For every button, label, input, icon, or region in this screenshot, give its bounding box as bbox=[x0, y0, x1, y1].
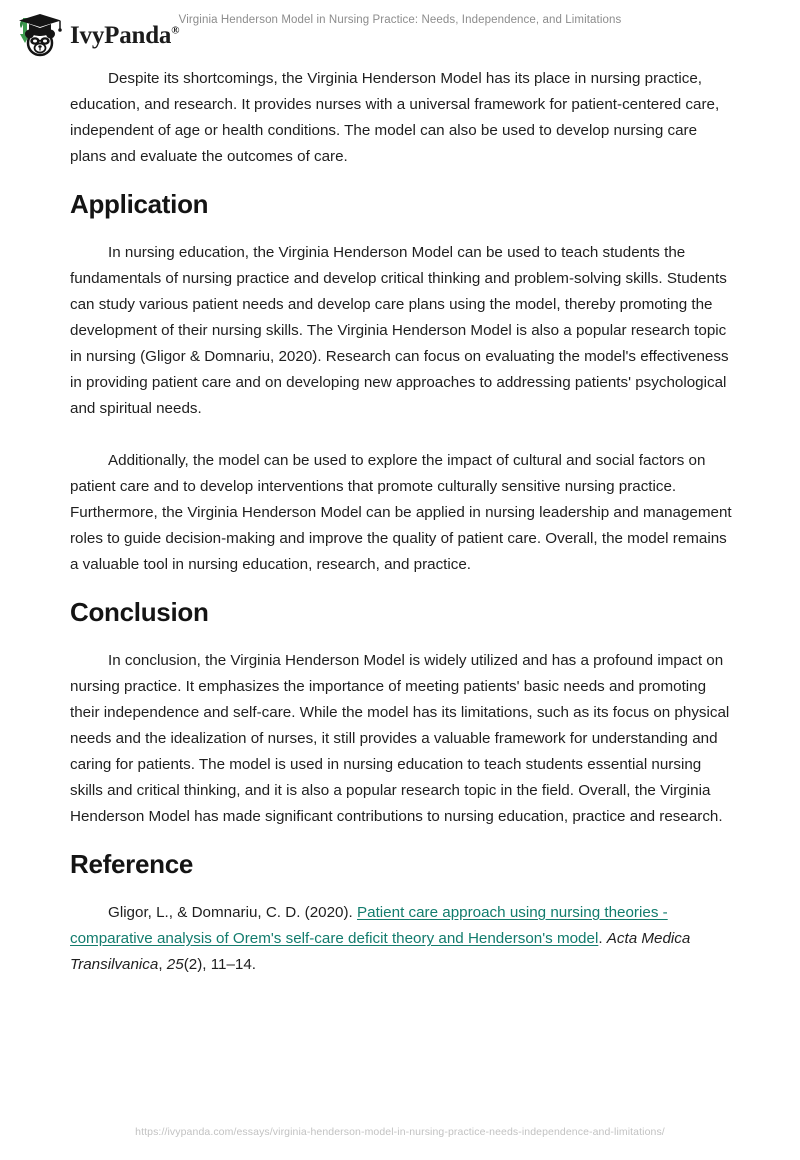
spacer bbox=[70, 628, 732, 648]
paragraph-application-1: In nursing education, the Virginia Henderson Model can be used to teach students the fundamentals of nursing practice and develop critical thinking and problem-solving skills. Students can study various patient needs and develop care plans using the model, thereby promoting the development of their nursing skills. The Virginia Henderson Model is also a popular research topic in nursing (Gligor & Domnariu, 2020). Research can focus on evaluating the model's effectiveness in providing patient care and on developing new approaches to addressing patients' psychological and spiritual needs. bbox=[70, 244, 729, 417]
reference-after-link: . bbox=[598, 930, 607, 947]
heading-conclusion: Conclusion bbox=[70, 597, 209, 627]
page-header bbox=[0, 0, 800, 62]
reference-journal: Acta Medica Transilvanica bbox=[70, 930, 691, 973]
spacer bbox=[70, 830, 732, 848]
reference-issue: (2) bbox=[183, 956, 203, 973]
heading-application: Application bbox=[70, 189, 209, 219]
spacer bbox=[70, 170, 732, 188]
heading-reference: Reference bbox=[70, 849, 194, 879]
registered-trademark-icon: ® bbox=[171, 24, 180, 37]
spacer bbox=[70, 422, 732, 448]
spacer bbox=[70, 880, 732, 900]
footer-source-url[interactable]: https://ivypanda.com/essays/virginia-henderson-model-in-nursing-practice-needs-independence-and-limitations/ bbox=[135, 1126, 665, 1138]
paragraph-application-2: Additionally, the model can be used to explore the impact of cultural and social factors on patient care and to develop interventions that promote culturally sensitive nursing practice. Furthermore, the Virginia Henderson Model can be applied in nursing leadership and management roles to guide decision-making and improve the quality of patient care. Overall, the model remains a valuable tool in nursing education, research, and practice. bbox=[70, 452, 732, 573]
brand-name: IvyPanda® bbox=[70, 21, 180, 49]
paragraph-conclusion: In conclusion, the Virginia Henderson Model is widely utilized and has a profound impact on nursing practice. It emphasizes the importance of meeting patients' basic needs and promoting their independence and self-care. While the model has its limitations, such as its focus on physical needs and the idealization of nurses, it still provides a valuable framework for understanding and caring for patients. The model is used in nursing education to teach students essential nursing skills and critical thinking, and it is also a popular research topic in the field. Overall, the Virginia Henderson Model has made significant contributions to nursing education, practice and research. bbox=[70, 652, 730, 825]
reference-entry bbox=[70, 900, 732, 978]
reference-authors: Gligor, L., & Domnariu, C. D. (2020). bbox=[108, 904, 357, 921]
reference-separator: , bbox=[158, 956, 167, 973]
reference-pages: , 11–14. bbox=[202, 956, 257, 973]
paragraph-intro: Despite its shortcomings, the Virginia Henderson Model has its place in nursing practice, education, and research. It provides nurses with a universal framework for patient-centered care, independent of age or health conditions. The model can also be used to develop nursing care plans and evaluate the outcomes of care. bbox=[70, 70, 720, 165]
spacer bbox=[70, 220, 732, 240]
document-content bbox=[70, 66, 732, 978]
reference-article-link[interactable]: Patient care approach using nursing theories - comparative analysis of Orem's self-care deficit theory and Henderson's model bbox=[70, 904, 668, 947]
reference-volume: 25 bbox=[166, 956, 184, 973]
document-title: Virginia Henderson Model in Nursing Practice: Needs, Independence, and Limitations bbox=[178, 14, 622, 26]
spacer bbox=[70, 578, 732, 596]
